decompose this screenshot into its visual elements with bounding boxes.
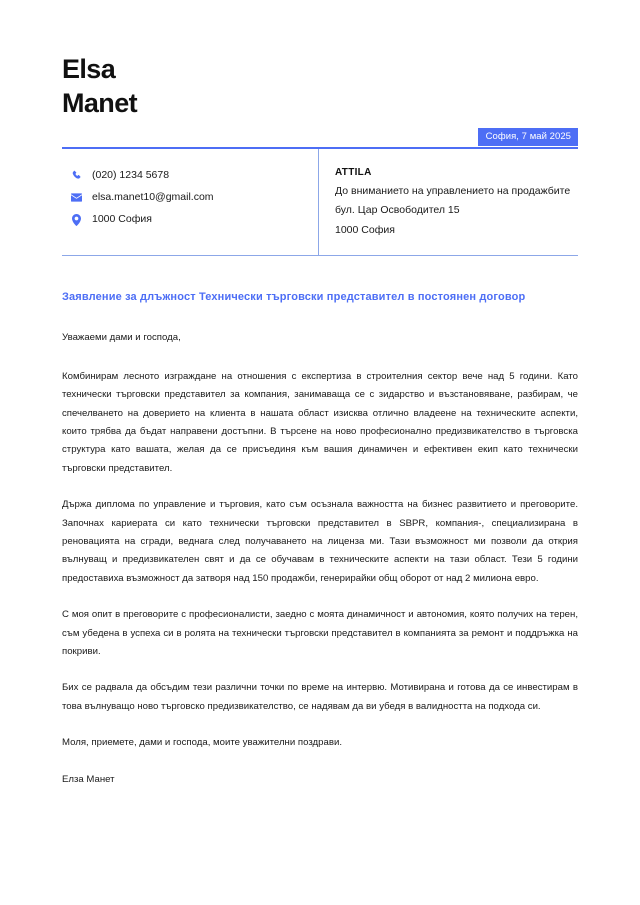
body-paragraph-4: Бих се радвала да обсъдим тези различни точки по време на интервю. Мотивирана и готова да се инвестирам в това вълнуващо ново търговско предизвикателство, се надявам да ви убедя в валидността на подхода си. bbox=[62, 682, 578, 712]
body-paragraph-2: Държа диплома по управление и търговия, като съм осъзнала важността на бизнес развитието и преговорите. Започнах кариерата си като технически търговски представител в SBPR, компания-, специализирана в реновацията на сгради, веднага след получаването на лицензa ми. Тази възможност ми позволи да открия вълнуващ и предизвикателен свят и да се обучавам в техническите аспекти на тази област. Тези 5 години предоставиха възможност да затворя над 150 продажби, генерирайки общ оборот от над 2 милиона евро. bbox=[62, 499, 578, 584]
recipient-city: 1000 София bbox=[335, 223, 395, 236]
envelope-icon bbox=[70, 192, 83, 204]
letter-body bbox=[62, 329, 578, 789]
body-paragraph-1: Комбинирам лесното изграждане на отношения с експертиза в строителния сектор вече над 5 години. Като технически търговски представител за компания, занимаваща се с зидарство и възстановяване, разбирам, че спечелването на доверието на клиента в нашата област изисква отлично владеене на техническите аспекти, които трябва да бъдат направени достъпни. В търсене на ново професионално предизвикателство в търговска структура като вашата, желая да се присъединя към вашия динамичен и ефективен екип като технически търговски представител. bbox=[62, 370, 578, 474]
contact-value-email: elsa.manet10@gmail.com bbox=[92, 191, 214, 204]
contact-block bbox=[62, 149, 318, 256]
recipient-street: бул. Цар Освободител 15 bbox=[335, 204, 460, 217]
recipient-block bbox=[319, 149, 578, 256]
header-rule-bottom bbox=[62, 255, 578, 256]
contact-value-phone: (020) 1234 5678 bbox=[92, 169, 170, 182]
subject-line: Заявление за длъжност Технически търговски представител в постоянен договор bbox=[62, 291, 526, 304]
contact-item-email bbox=[70, 192, 318, 204]
contact-value-location: 1000 София bbox=[92, 213, 152, 226]
first-name: Elsa bbox=[62, 54, 116, 84]
recipient-company: ATTILA bbox=[335, 166, 372, 178]
contact-item-location bbox=[70, 214, 318, 226]
name-header bbox=[62, 0, 578, 130]
recipient-attention: До вниманието на управлението на продажбите bbox=[335, 184, 571, 197]
phone-icon bbox=[70, 170, 83, 182]
last-name: Manet bbox=[62, 88, 138, 119]
salutation: Уважаеми дами и господа, bbox=[62, 332, 181, 344]
info-columns bbox=[62, 149, 578, 256]
location-pin-icon bbox=[70, 214, 83, 226]
date-badge-row bbox=[62, 130, 578, 146]
date-badge: София, 7 май 2025 bbox=[478, 128, 578, 147]
signature: Елза Манет bbox=[62, 773, 115, 785]
contact-item-phone bbox=[70, 170, 318, 182]
closing-line: Моля, приемете, дами и господа, моите уважителни поздрави. bbox=[62, 737, 343, 749]
body-paragraph-3: С моя опит в преговорите с професионалисти, заедно с моята динамичност и автономия, която получих на терен, съм убедена в успеха си в ролята на технически търговски представител в компанията за ремонт и поддръжка на покриви. bbox=[62, 609, 578, 658]
